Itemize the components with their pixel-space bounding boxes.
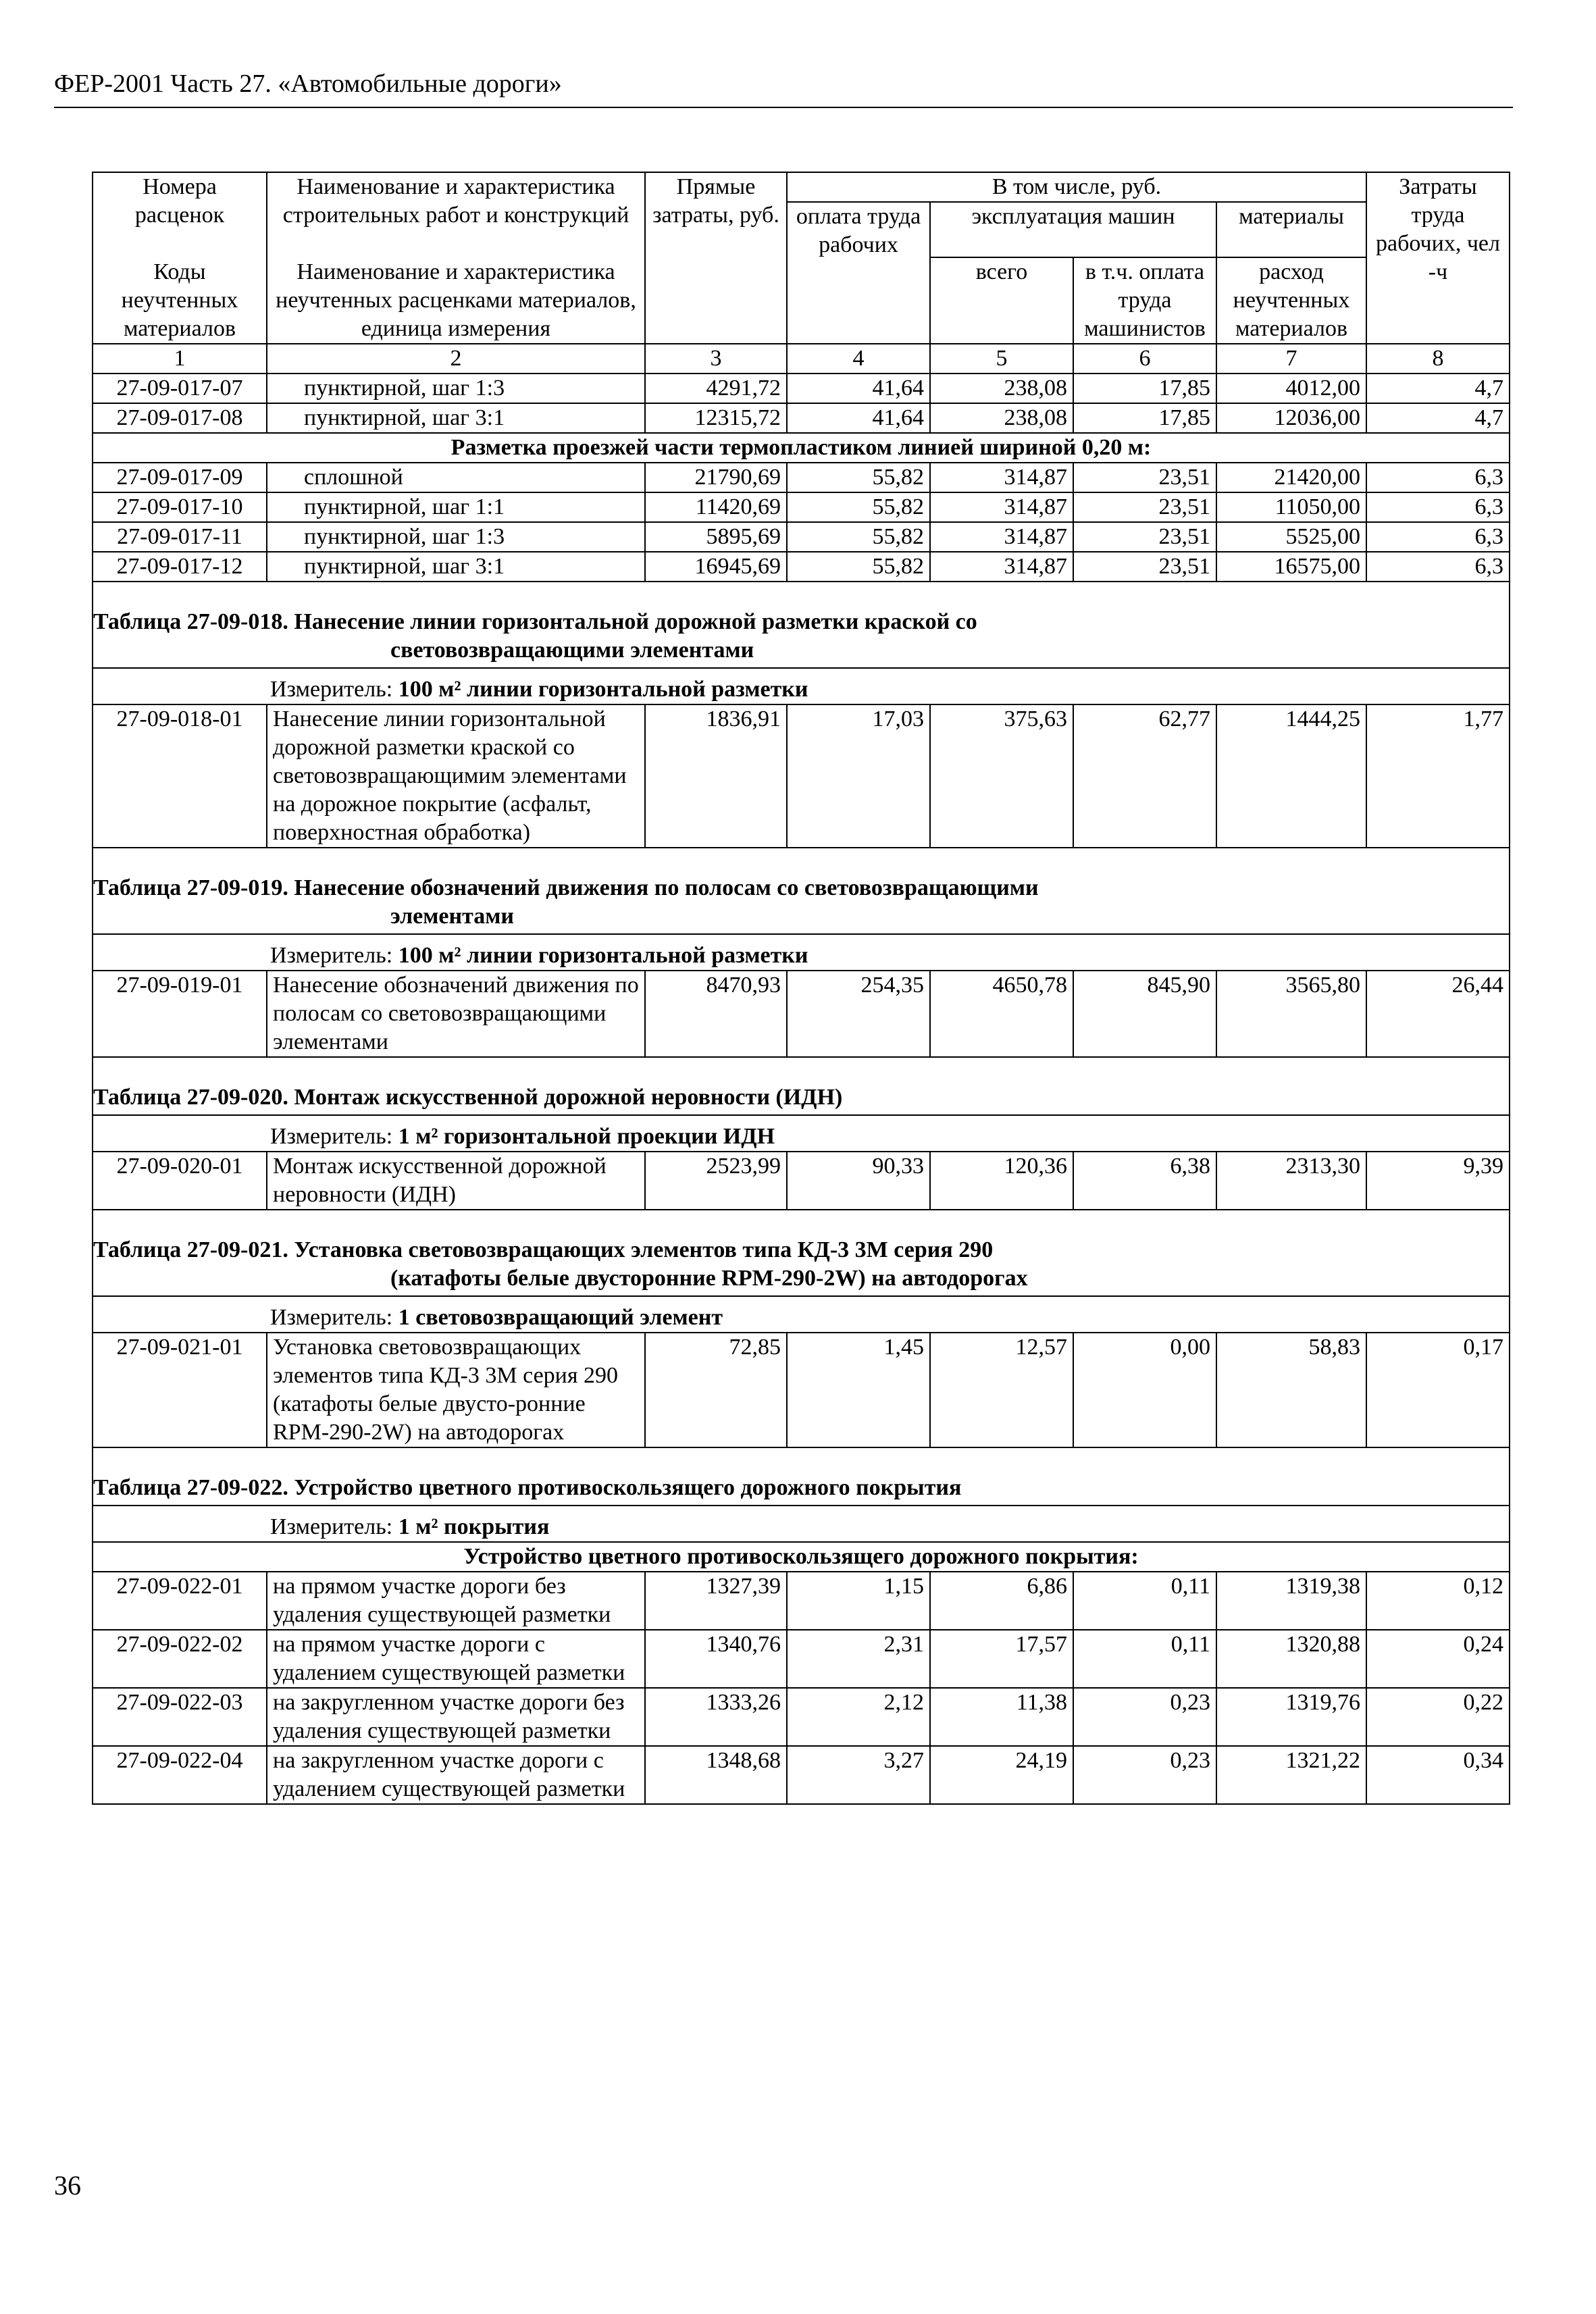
labor-costs: 0,17 [1366, 1333, 1510, 1447]
rate-code: 27-09-017-11 [93, 522, 267, 552]
meter-line: Измеритель: 1 м² покрытия [93, 1506, 1510, 1542]
machinist-pay: 17,85 [1073, 403, 1216, 433]
labor-costs: 0,34 [1366, 1746, 1510, 1804]
section-row [93, 433, 1510, 463]
rate-code: 27-09-022-01 [93, 1572, 267, 1630]
machinist-pay: 845,90 [1073, 971, 1216, 1057]
table-row [93, 374, 1510, 403]
section-title: Разметка проезжей части термопластиком линией шириной 0,20 м: [93, 433, 1510, 463]
labor-costs: 4,7 [1366, 403, 1510, 433]
machine-total: 17,57 [930, 1630, 1073, 1688]
direct-costs: 4291,72 [645, 374, 787, 403]
rate-code: 27-09-018-01 [93, 704, 267, 848]
table-row [93, 463, 1510, 492]
labor-costs: 0,24 [1366, 1630, 1510, 1688]
header-machine-operation: эксплуатация машин [930, 202, 1216, 257]
rate-code: 27-09-017-12 [93, 552, 267, 582]
machine-total: 24,19 [930, 1746, 1073, 1804]
work-name: пунктирной, шаг 3:1 [267, 552, 645, 582]
work-name: пунктирной, шаг 1:1 [267, 492, 645, 522]
machinist-pay: 23,51 [1073, 463, 1216, 492]
materials-cost: 1319,76 [1216, 1688, 1366, 1746]
machine-total: 314,87 [930, 492, 1073, 522]
worker-pay: 55,82 [787, 463, 930, 492]
rows-018 [93, 704, 1510, 848]
machine-total: 238,08 [930, 374, 1073, 403]
materials-cost: 12036,00 [1216, 403, 1366, 433]
rows-020 [93, 1152, 1510, 1210]
labor-costs: 0,22 [1366, 1688, 1510, 1746]
machinist-pay: 0,11 [1073, 1630, 1216, 1688]
table-row [93, 704, 1510, 848]
work-name: на закругленном участке дороги без удаления существующей разметки [267, 1688, 645, 1746]
price-table-page [92, 172, 1509, 2134]
machinist-pay: 62,77 [1073, 704, 1216, 848]
work-name: на прямом участке дороги без удаления существующей разметки [267, 1572, 645, 1630]
column-number: 5 [930, 344, 1073, 374]
column-number: 1 [93, 344, 267, 374]
worker-pay: 3,27 [787, 1746, 930, 1804]
machine-total: 238,08 [930, 403, 1073, 433]
materials-cost: 58,83 [1216, 1333, 1366, 1447]
work-name: Установка световозвращающих элементов типа КД-3 3М серия 290 (катафоты белые двусто-ронние RPM-290-2W) на автодорогах [267, 1333, 645, 1447]
header-rule [54, 107, 1513, 108]
section-title: Устройство цветного противоскользящего дорожного покрытия: [93, 1542, 1510, 1572]
rate-code: 27-09-017-09 [93, 463, 267, 492]
machinist-pay: 6,38 [1073, 1152, 1216, 1210]
column-number: 8 [1366, 344, 1510, 374]
worker-pay: 2,31 [787, 1630, 930, 1688]
header-materials: материалы [1216, 202, 1366, 257]
direct-costs: 16945,69 [645, 552, 787, 582]
materials-cost: 1319,38 [1216, 1572, 1366, 1630]
table-27-09-022 [93, 1447, 1510, 1572]
machinist-pay: 0,11 [1073, 1572, 1216, 1630]
direct-costs: 8470,93 [645, 971, 787, 1057]
rate-code: 27-09-022-03 [93, 1688, 267, 1746]
worker-pay: 90,33 [787, 1152, 930, 1210]
work-name: Нанесение линии горизонтальной дорожной разметки краской со световозвращающимим элементами на дорожное покрытие (асфальт, поверхностная обработка) [267, 704, 645, 848]
rate-code: 27-09-022-02 [93, 1630, 267, 1688]
machine-total: 375,63 [930, 704, 1073, 848]
direct-costs: 2523,99 [645, 1152, 787, 1210]
table-row [93, 971, 1510, 1057]
worker-pay: 17,03 [787, 704, 930, 848]
machine-total: 120,36 [930, 1152, 1073, 1210]
section-row [93, 1542, 1510, 1572]
machine-total: 4650,78 [930, 971, 1073, 1057]
table-row [93, 492, 1510, 522]
meter-line: Измеритель: 1 м² горизонтальной проекции ИДН [93, 1115, 1510, 1152]
worker-pay: 55,82 [787, 492, 930, 522]
machine-total: 12,57 [930, 1333, 1073, 1447]
rows-top [93, 374, 1510, 433]
column-number: 3 [645, 344, 787, 374]
direct-costs: 1836,91 [645, 704, 787, 848]
header-worker-pay: оплата труда рабочих [787, 202, 930, 344]
work-name: Нанесение обозначений движения по полосам со световозвращающими элементами [267, 971, 645, 1057]
machinist-pay: 0,00 [1073, 1333, 1216, 1447]
rate-code: 27-09-017-08 [93, 403, 267, 433]
table-row [93, 403, 1510, 433]
rate-code: 27-09-022-04 [93, 1746, 267, 1804]
machine-total: 314,87 [930, 463, 1073, 492]
direct-costs: 1340,76 [645, 1630, 787, 1688]
rate-code: 27-09-017-07 [93, 374, 267, 403]
direct-costs: 1333,26 [645, 1688, 787, 1746]
direct-costs: 11420,69 [645, 492, 787, 522]
column-number: 4 [787, 344, 930, 374]
table-27-09-019 [93, 848, 1510, 971]
work-name: пунктирной, шаг 3:1 [267, 403, 645, 433]
column-number: 2 [267, 344, 645, 374]
header-names: Наименование и характеристика строительных работ и конструкций Наименование и характеристика неучтенных расценками материалов, единица измерения [267, 172, 645, 344]
meter-line: Измеритель: 100 м² линии горизонтальной разметки [93, 668, 1510, 704]
materials-cost: 2313,30 [1216, 1152, 1366, 1210]
table-row [93, 522, 1510, 552]
worker-pay: 254,35 [787, 971, 930, 1057]
labor-costs: 0,12 [1366, 1572, 1510, 1630]
column-numbers-row [93, 344, 1510, 374]
materials-cost: 21420,00 [1216, 463, 1366, 492]
column-number: 7 [1216, 344, 1366, 374]
header-including: В том числе, руб. [787, 172, 1366, 202]
table-title: Таблица 27-09-021. Установка световозвращающих элементов типа КД-3 3М серия 290 (катафоты белые двусторонние RPM-290-2W) на автодорогах [93, 1210, 1510, 1296]
direct-costs: 5895,69 [645, 522, 787, 552]
rows-022 [93, 1572, 1510, 1804]
header-machinist-pay: в т.ч. оплата труда машинистов [1073, 257, 1216, 344]
table-row [93, 1572, 1510, 1630]
rows-019 [93, 971, 1510, 1057]
machinist-pay: 23,51 [1073, 522, 1216, 552]
table-row [93, 1746, 1510, 1804]
machine-total: 314,87 [930, 552, 1073, 582]
work-name: пунктирной, шаг 1:3 [267, 374, 645, 403]
machine-total: 6,86 [930, 1572, 1073, 1630]
table-row [93, 1688, 1510, 1746]
machine-total: 11,38 [930, 1688, 1073, 1746]
materials-cost: 1320,88 [1216, 1630, 1366, 1688]
labor-costs: 4,7 [1366, 374, 1510, 403]
direct-costs: 72,85 [645, 1333, 787, 1447]
table-title: Таблица 27-09-018. Нанесение линии горизонтальной дорожной разметки краской со световозвращающими элементами [93, 582, 1510, 668]
table-27-09-020 [93, 1057, 1510, 1152]
table-title: Таблица 27-09-022. Устройство цветного противоскользящего дорожного покрытия [93, 1447, 1510, 1506]
header-row-1 [93, 172, 1510, 202]
work-name: Монтаж искусственной дорожной неровности (ИДН) [267, 1152, 645, 1210]
running-header: ФЕР-2001 Часть 27. «Автомобильные дороги» [54, 70, 562, 98]
meter-line: Измеритель: 1 световозвращающий элемент [93, 1296, 1510, 1333]
direct-costs: 1348,68 [645, 1746, 787, 1804]
labor-costs: 6,3 [1366, 552, 1510, 582]
materials-cost: 5525,00 [1216, 522, 1366, 552]
column-number: 6 [1073, 344, 1216, 374]
table-row [93, 1333, 1510, 1447]
materials-cost: 1321,22 [1216, 1746, 1366, 1804]
worker-pay: 41,64 [787, 374, 930, 403]
rows-017b [93, 463, 1510, 582]
rate-code: 27-09-017-10 [93, 492, 267, 522]
header-machine-total: всего [930, 257, 1073, 344]
machinist-pay: 23,51 [1073, 492, 1216, 522]
worker-pay: 41,64 [787, 403, 930, 433]
materials-cost: 4012,00 [1216, 374, 1366, 403]
labor-costs: 6,3 [1366, 463, 1510, 492]
page-number: 36 [54, 2170, 81, 2201]
work-name: на прямом участке дороги с удалением существующей разметки [267, 1630, 645, 1688]
worker-pay: 1,45 [787, 1333, 930, 1447]
machinist-pay: 0,23 [1073, 1746, 1216, 1804]
table-row [93, 1152, 1510, 1210]
table-row [93, 1630, 1510, 1688]
materials-cost: 16575,00 [1216, 552, 1366, 582]
table-row [93, 552, 1510, 582]
direct-costs: 12315,72 [645, 403, 787, 433]
work-name: сплошной [267, 463, 645, 492]
work-name: на закругленном участке дороги с удалением существующей разметки [267, 1746, 645, 1804]
materials-cost: 3565,80 [1216, 971, 1366, 1057]
labor-costs: 1,77 [1366, 704, 1510, 848]
machinist-pay: 0,23 [1073, 1688, 1216, 1746]
table-27-09-018 [93, 582, 1510, 704]
labor-costs: 9,39 [1366, 1152, 1510, 1210]
machinist-pay: 23,51 [1073, 552, 1216, 582]
meter-line: Измеритель: 100 м² линии горизонтальной разметки [93, 934, 1510, 971]
rate-code: 27-09-021-01 [93, 1333, 267, 1447]
rate-code: 27-09-019-01 [93, 971, 267, 1057]
labor-costs: 6,3 [1366, 492, 1510, 522]
machine-total: 314,87 [930, 522, 1073, 552]
materials-cost: 11050,00 [1216, 492, 1366, 522]
table-title: Таблица 27-09-020. Монтаж искусственной дорожной неровности (ИДН) [93, 1057, 1510, 1115]
header-direct-costs: Прямые затраты, руб. [645, 172, 787, 344]
labor-costs: 26,44 [1366, 971, 1510, 1057]
price-table [92, 172, 1510, 1805]
machinist-pay: 17,85 [1073, 374, 1216, 403]
table-title: Таблица 27-09-019. Нанесение обозначений движения по полосам со световозвращающими элементами [93, 848, 1510, 934]
worker-pay: 55,82 [787, 552, 930, 582]
rows-021 [93, 1333, 1510, 1447]
direct-costs: 1327,39 [645, 1572, 787, 1630]
worker-pay: 1,15 [787, 1572, 930, 1630]
rate-code: 27-09-020-01 [93, 1152, 267, 1210]
work-name: пунктирной, шаг 1:3 [267, 522, 645, 552]
worker-pay: 55,82 [787, 522, 930, 552]
header-rate-codes: Номера расценок Коды неучтенных материалов [93, 172, 267, 344]
header-materials-consumption: расход неучтенных материалов [1216, 257, 1366, 344]
direct-costs: 21790,69 [645, 463, 787, 492]
header-labor-costs: Затраты труда рабочих, чел -ч [1366, 172, 1510, 344]
labor-costs: 6,3 [1366, 522, 1510, 552]
table-27-09-021 [93, 1210, 1510, 1333]
materials-cost: 1444,25 [1216, 704, 1366, 848]
worker-pay: 2,12 [787, 1688, 930, 1746]
